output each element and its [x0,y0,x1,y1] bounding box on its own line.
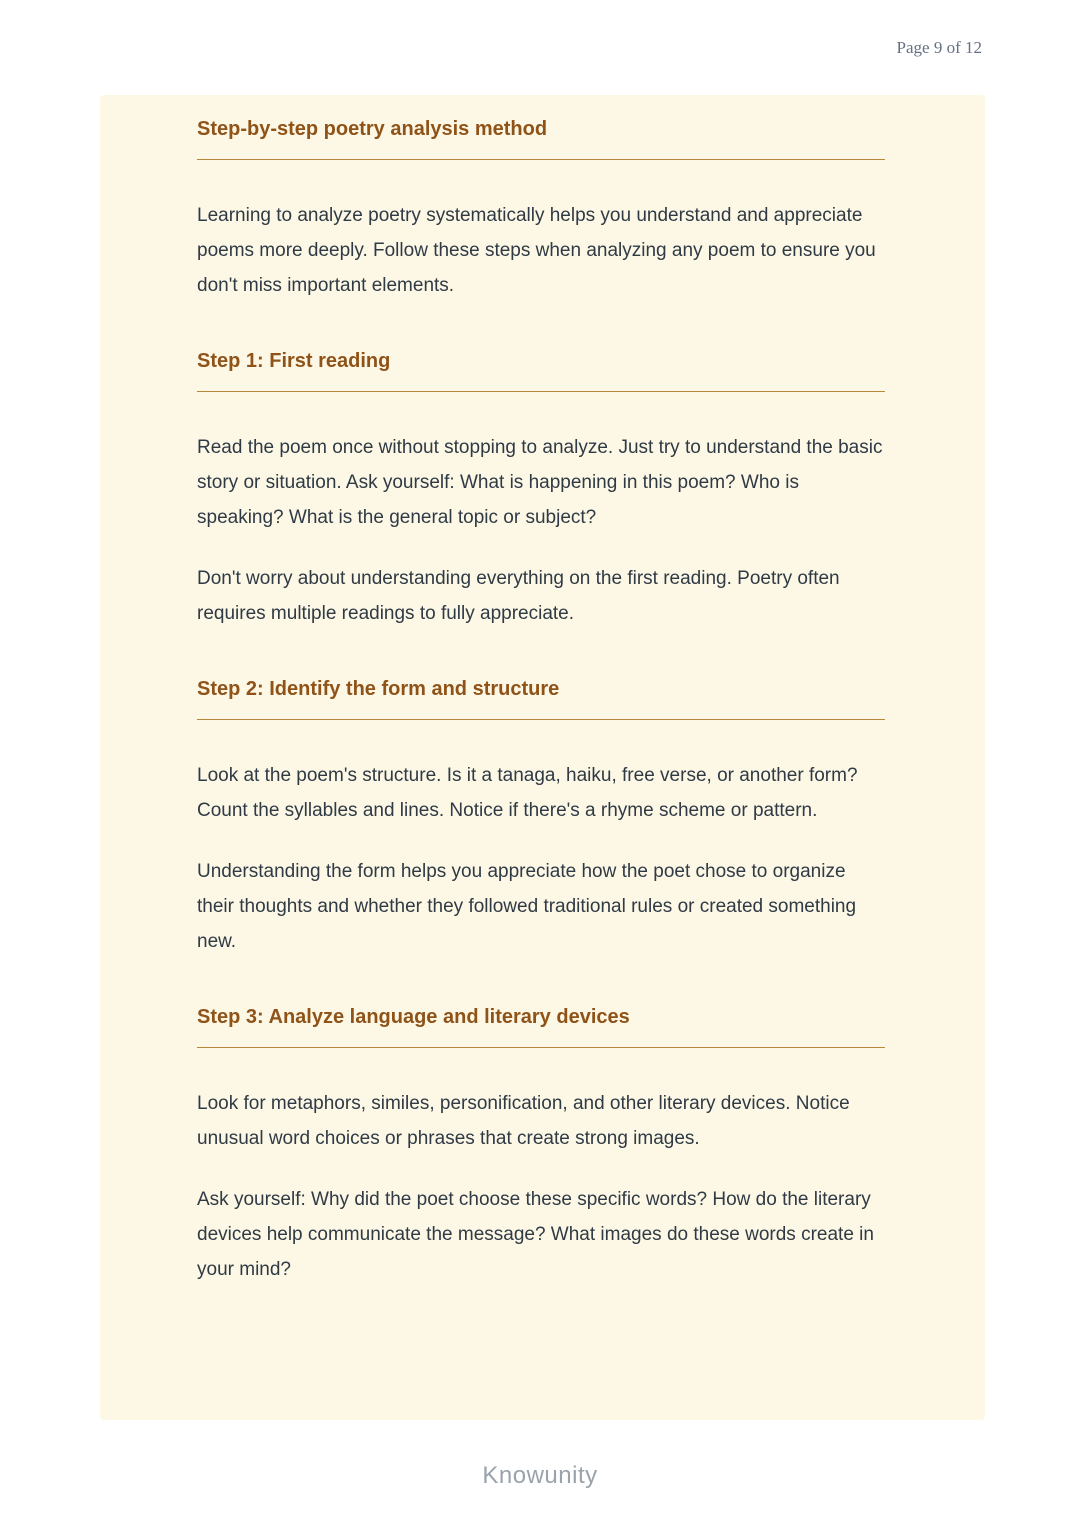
section-heading-step-1: Step 1: First reading [197,347,885,392]
section-heading-step-2: Step 2: Identify the form and structure [197,675,885,720]
page-number: Page 9 of 12 [896,38,982,57]
section-heading-step-3: Step 3: Analyze language and literary devices [197,1003,885,1048]
section-heading-method: Step-by-step poetry analysis method [197,115,885,160]
paragraph: Look at the poem's structure. Is it a tanaga, haiku, free verse, or another form? Count the syllables and lines. Notice if there's a rhyme scheme or pattern. [197,765,858,821]
paragraph: Don't worry about understanding everything on the first reading. Poetry often requires multiple readings to fully appreciate. [197,568,840,624]
section-step-2 [197,675,885,959]
paragraph: Understanding the form helps you appreciate how the poet chose to organize their thoughts and whether they followed traditional rules or created something new. [197,861,857,952]
footer-brand-logo: Knowunity [482,1462,598,1489]
section-step-3 [197,1003,885,1287]
section-intro [197,115,885,303]
paragraph: Learning to analyze poetry systematically helps you understand and appreciate poems more deeply. Follow these steps when analyzing any poem to ensure you don't miss important elements. [197,205,876,296]
paragraph: Look for metaphors, similes, personification, and other literary devices. Notice unusual word choices or phrases that create strong images. [197,1093,850,1149]
section-step-1 [197,347,885,631]
paragraph: Ask yourself: Why did the poet choose these specific words? How do the literary devices help communicate the message? What images do these words create in your mind? [197,1189,874,1280]
content-card [100,95,985,1420]
paragraph: Read the poem once without stopping to analyze. Just try to understand the basic story or situation. Ask yourself: What is happening in this poem? Who is speaking? What is the general topic or subject? [197,437,883,528]
